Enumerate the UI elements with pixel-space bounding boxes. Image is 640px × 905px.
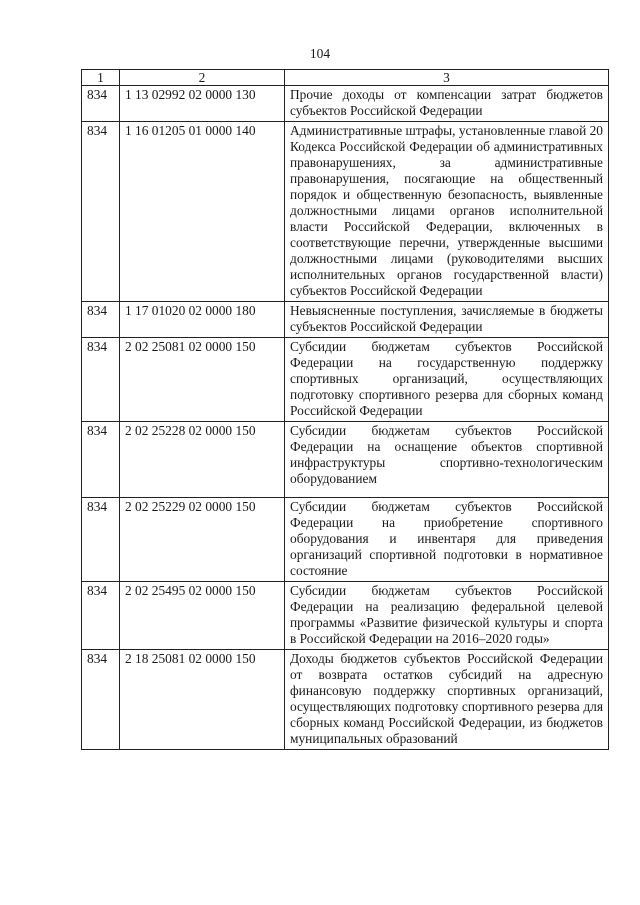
- revenue-code-cell: 1 16 01205 01 0000 140: [120, 122, 285, 302]
- table-row: [82, 338, 609, 422]
- description-cell: Прочие доходы от компенсации затрат бюджетов субъектов Российской Федерации: [285, 86, 609, 122]
- admin-code-cell: 834: [82, 582, 120, 650]
- admin-code-cell: 834: [82, 498, 120, 582]
- revenue-code-cell: 1 13 02992 02 0000 130: [120, 86, 285, 122]
- table-row: [82, 582, 609, 650]
- revenue-code-cell: 2 02 25081 02 0000 150: [120, 338, 285, 422]
- revenue-code-cell: 2 18 25081 02 0000 150: [120, 650, 285, 750]
- description-cell: Доходы бюджетов субъектов Российской Федерации от возврата остатков субсидий на адресную финансовую поддержку спортивных организаций, осуществляющих подготовку спортивного резерва для сборных команд Российской Федерации, из бюджетов муниципальных образований: [285, 650, 609, 750]
- description-cell: Невыясненные поступления, зачисляемые в бюджеты субъектов Российской Федерации: [285, 302, 609, 338]
- table-row: [82, 122, 609, 302]
- table-row: [82, 650, 609, 750]
- admin-code-cell: 834: [82, 650, 120, 750]
- column-header-3: 3: [285, 70, 609, 86]
- column-header-2: 2: [120, 70, 285, 86]
- table-row: [82, 422, 609, 498]
- description-cell: Субсидии бюджетам субъектов Российской Федерации на оснащение объектов спортивной инфраструктуры спортивно-технологическим оборудованием: [285, 422, 609, 498]
- table-row: [82, 498, 609, 582]
- description-cell: Субсидии бюджетам субъектов Российской Федерации на государственную поддержку спортивных организаций, осуществляющих подготовку спортивного резерва для сборных команд Российской Федерации: [285, 338, 609, 422]
- column-header-1: 1: [82, 70, 120, 86]
- admin-code-cell: 834: [82, 122, 120, 302]
- description-cell: Субсидии бюджетам субъектов Российской Федерации на реализацию федеральной целевой программы «Развитие физической культуры и спорта в Российской Федерации на 2016–2020 годы»: [285, 582, 609, 650]
- table-row: [82, 302, 609, 338]
- admin-code-cell: 834: [82, 422, 120, 498]
- table-header-row: [82, 70, 609, 86]
- description-cell: Субсидии бюджетам субъектов Российской Федерации на приобретение спортивного оборудования и инвентаря для приведения организаций спортивной подготовки в нормативное состояние: [285, 498, 609, 582]
- admin-code-cell: 834: [82, 338, 120, 422]
- revenue-code-cell: 2 02 25229 02 0000 150: [120, 498, 285, 582]
- revenue-code-cell: 2 02 25228 02 0000 150: [120, 422, 285, 498]
- admin-code-cell: 834: [82, 302, 120, 338]
- admin-code-cell: 834: [82, 86, 120, 122]
- page-number: 104: [309, 46, 331, 61]
- revenue-code-cell: 1 17 01020 02 0000 180: [120, 302, 285, 338]
- revenue-code-cell: 2 02 25495 02 0000 150: [120, 582, 285, 650]
- revenue-codes-table: [81, 69, 609, 750]
- table-row: [82, 86, 609, 122]
- description-cell: Административные штрафы, установленные главой 20 Кодекса Российской Федерации об административных правонарушениях, за административные правонарушения, посягающие на общественный порядок и общественную безопасность, выявленные должностными лицами органов исполнительной власти Российской Федерации, включенных в соответствующие перечни, утвержденные высшими должностными лицами (руководителями высших исполнительных органов государственной власти) субъектов Российской Федерации: [285, 122, 609, 302]
